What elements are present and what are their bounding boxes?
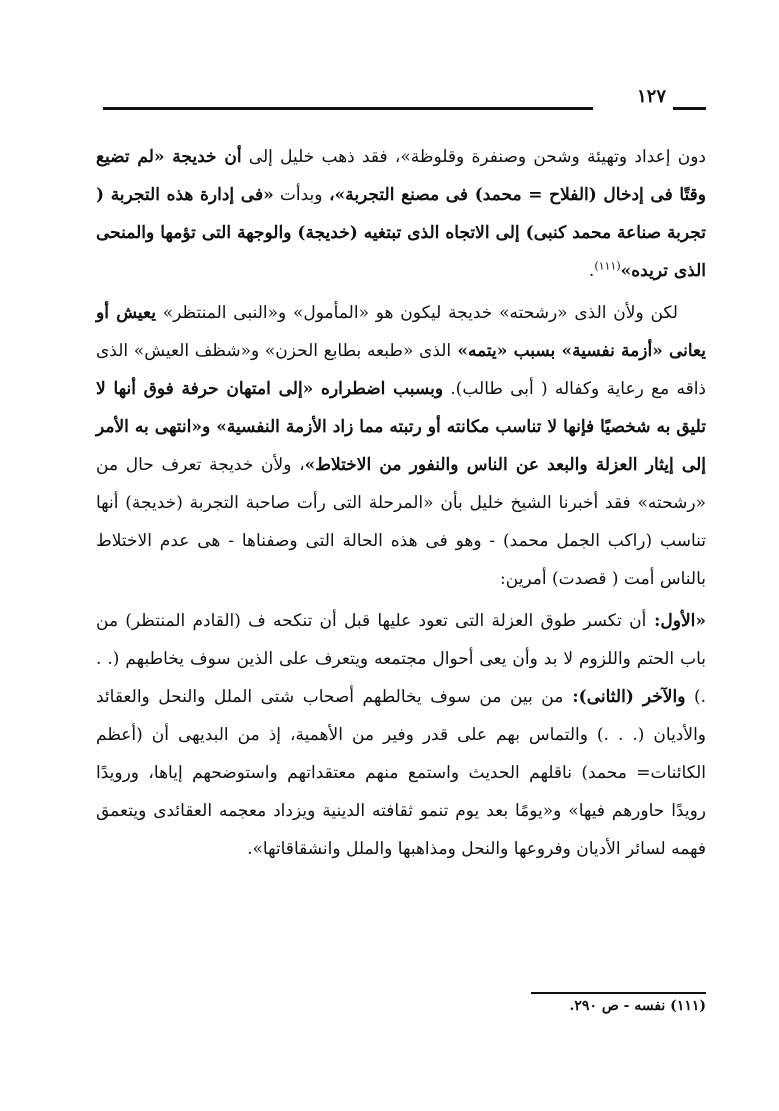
header-rule [103, 107, 593, 110]
header-rule-short [673, 107, 706, 110]
text-segment: . [588, 261, 595, 281]
paragraph [96, 294, 706, 598]
text-segment: ، ولأن خديجة تعرف حال من «رشحته» فقد أخبرنا الشيخ خليل بأن «المرحلة التى رأت صاحبة التجربة (خديجة) أنها تناسب (راكب الجمل محمد) - وهو فى هذه الحالة التى وصفناها - هى عدم الاختلاط بالناس أمت ( قصدت) أمرين: [96, 455, 706, 589]
page-header [103, 82, 706, 112]
footnote: (١١١) نفسه - ص ٢٩٠. [569, 998, 706, 1014]
paragraph [96, 602, 706, 868]
bold-text-segment: أن خديجة «لم تضيع وقتًا فى إدخال (الفلاح = محمد) فى مصنع التجربة»، [96, 147, 706, 205]
bold-text-segment: يعيش أو يعانى «أزمة نفسية» بسبب «يتمه» [96, 303, 706, 361]
text-segment: الذى «طبعه بطابع الحزن» و«شظف العيش» الذى ذاقه مع رعاية وكفاله ( أبى طالب). [96, 341, 706, 399]
text-segment: . [247, 839, 253, 859]
text-segment: (١١١) [594, 259, 621, 273]
text-segment: لكن ولأن الذى «رشحته» خديجة ليكون هو «المأمول» و«النبى المنتظر» [155, 303, 678, 323]
text-segment: من بين من سوف يخالطهم أصحاب شتى الملل والنحل والعقائد والأديان (. . .) والتماس بهم على قدر وفير من الأهمية، إذ من البديهى أن (أعظم الكائنات= محمد) ناقلهم الحديث واستمع منهم معتقداتهم واستوضحهم إياها، ورويدًا رويدًا حاورهم فيها» و«يومًا بعد يوم تنمو ثقافته الدينية ويزداد معجمه العقائدى ويتعمق فهمه لسائر الأديان وفروعها والنحل ومذاهبها والملل وانشقاقاتها» [96, 687, 706, 859]
text-segment: وبدأت [273, 185, 323, 205]
body-text [96, 138, 706, 872]
text-segment: دون إعداد وتهيئة وشحن وصنفرة وقلوظة»، فقد ذهب خليل إلى [241, 147, 707, 167]
bold-text-segment: «الأول: [646, 611, 706, 631]
bold-text-segment: «فى إدارة هذه التجربة ( تجربة صناعة محمد كنبى) إلى الاتجاه الذى تبتغيه (خديجة) والوجهة التى تؤمها والمنحى الذى تريده» [96, 185, 706, 281]
bold-text-segment: والآخر (الثانى): [563, 687, 686, 707]
bold-text-segment: وبسبب اضطراره «إلى امتهان حرفة فوق أنها لا تليق به شخصيًا فإنها لا تناسب مكانته أو رتبته مما زاد الأزمة النفسية» و«انتهى به الأمر إلى إيثار العزلة والبعد عن الناس والنفور من الاختلاط» [96, 379, 707, 475]
text-segment: أن تكسر طوق العزلة التى تعود عليها قبل أن تنكحه ف (القادم المنتظر) من باب الحتم واللزوم لا بد وأن يعى أحوال مجتمعه ويتعرف على الذين سوف يخاطبهم (. . .) [96, 611, 706, 707]
page-number: ١٢٧ [636, 86, 666, 107]
paragraph [96, 138, 706, 290]
footnote-separator [531, 992, 706, 994]
